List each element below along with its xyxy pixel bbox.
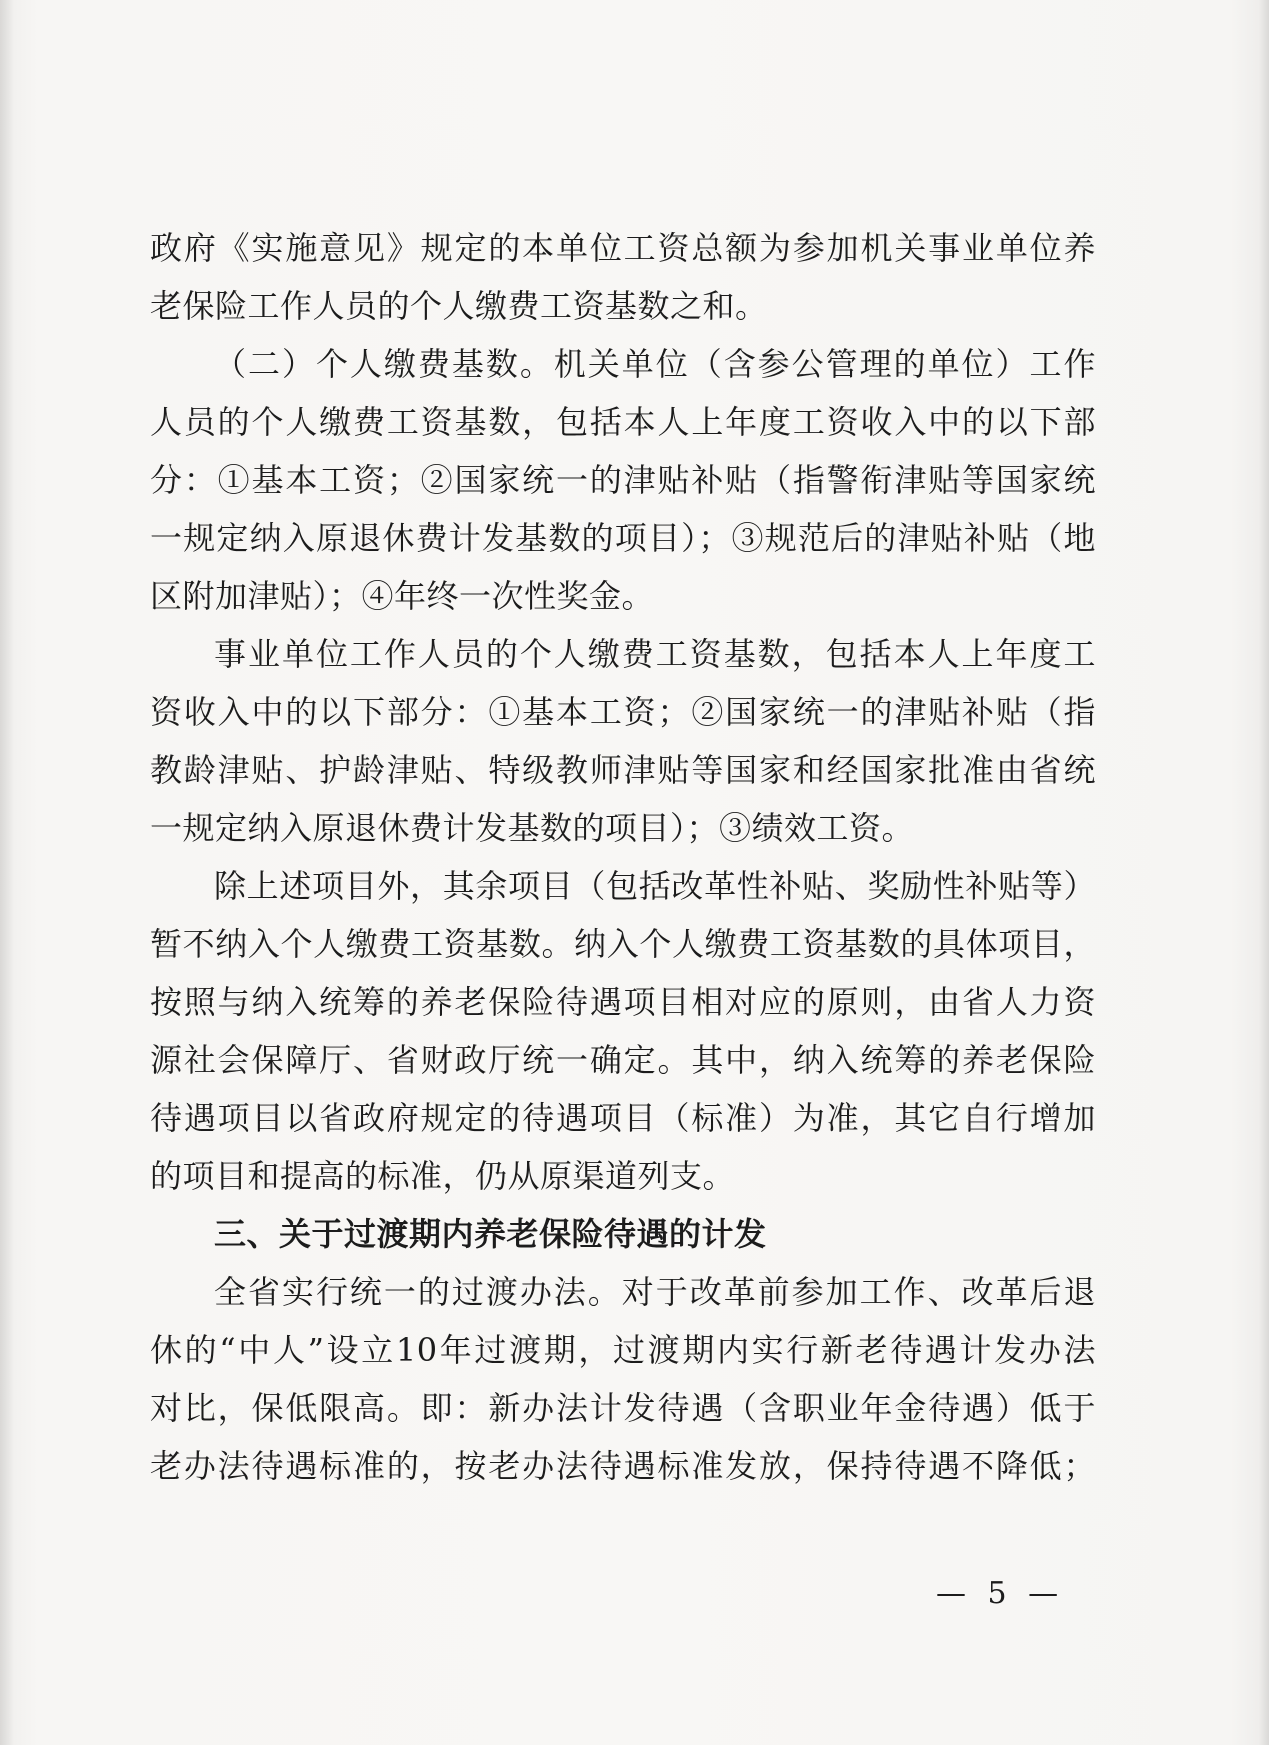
text-line: 按照与纳入统筹的养老保险待遇项目相对应的原则，由省人力资	[150, 983, 1096, 1021]
text-line: 暂不纳入个人缴费工资基数。纳入个人缴费工资基数的具体项目，	[150, 925, 1096, 963]
text-line: 老办法待遇标准的，按老办法待遇标准发放，保持待遇不降低；	[150, 1447, 1096, 1485]
paper-left-shadow	[0, 0, 14, 1745]
text-line: （二）个人缴费基数。机关单位（含参公管理的单位）工作	[214, 345, 1096, 383]
text-line: 除上述项目外，其余项目（包括改革性补贴、奖励性补贴等）	[214, 867, 1096, 905]
text-line: 人员的个人缴费工资基数，包括本人上年度工资收入中的以下部	[150, 403, 1096, 441]
paper-right-shadow	[1259, 0, 1269, 1745]
text-line: 分：①基本工资；②国家统一的津贴补贴（指警衔津贴等国家统	[150, 461, 1096, 499]
text-line: 源社会保障厅、省财政厅统一确定。其中，纳入统筹的养老保险	[150, 1041, 1096, 1079]
text-line: 全省实行统一的过渡办法。对于改革前参加工作、改革后退	[214, 1273, 1096, 1311]
text-line: 资收入中的以下部分：①基本工资；②国家统一的津贴补贴（指	[150, 693, 1096, 731]
text-line: 事业单位工作人员的个人缴费工资基数，包括本人上年度工	[214, 635, 1096, 673]
text-line: 待遇项目以省政府规定的待遇项目（标准）为准，其它自行增加	[150, 1099, 1096, 1137]
text-line: 政府《实施意见》规定的本单位工资总额为参加机关事业单位养	[150, 229, 1096, 267]
text-line: 一规定纳入原退休费计发基数的项目）；③规范后的津贴补贴（地	[150, 519, 1096, 557]
page-number: — 5 —	[936, 1576, 1065, 1611]
text-line: 一规定纳入原退休费计发基数的项目）；③绩效工资。	[150, 809, 915, 847]
text-line: 休的“中人”设立10年过渡期，过渡期内实行新老待遇计发办法	[150, 1331, 1096, 1369]
text-line: 老保险工作人员的个人缴费工资基数之和。	[150, 287, 768, 325]
text-line: 对比，保低限高。即：新办法计发待遇（含职业年金待遇）低于	[150, 1389, 1096, 1427]
text-line: 教龄津贴、护龄津贴、特级教师津贴等国家和经国家批准由省统	[150, 751, 1096, 789]
text-line: 的项目和提高的标准，仍从原渠道列支。	[150, 1157, 736, 1195]
section-heading: 三、关于过渡期内养老保险待遇的计发	[214, 1215, 767, 1253]
text-line: 区附加津贴）；④年终一次性奖金。	[150, 577, 655, 615]
